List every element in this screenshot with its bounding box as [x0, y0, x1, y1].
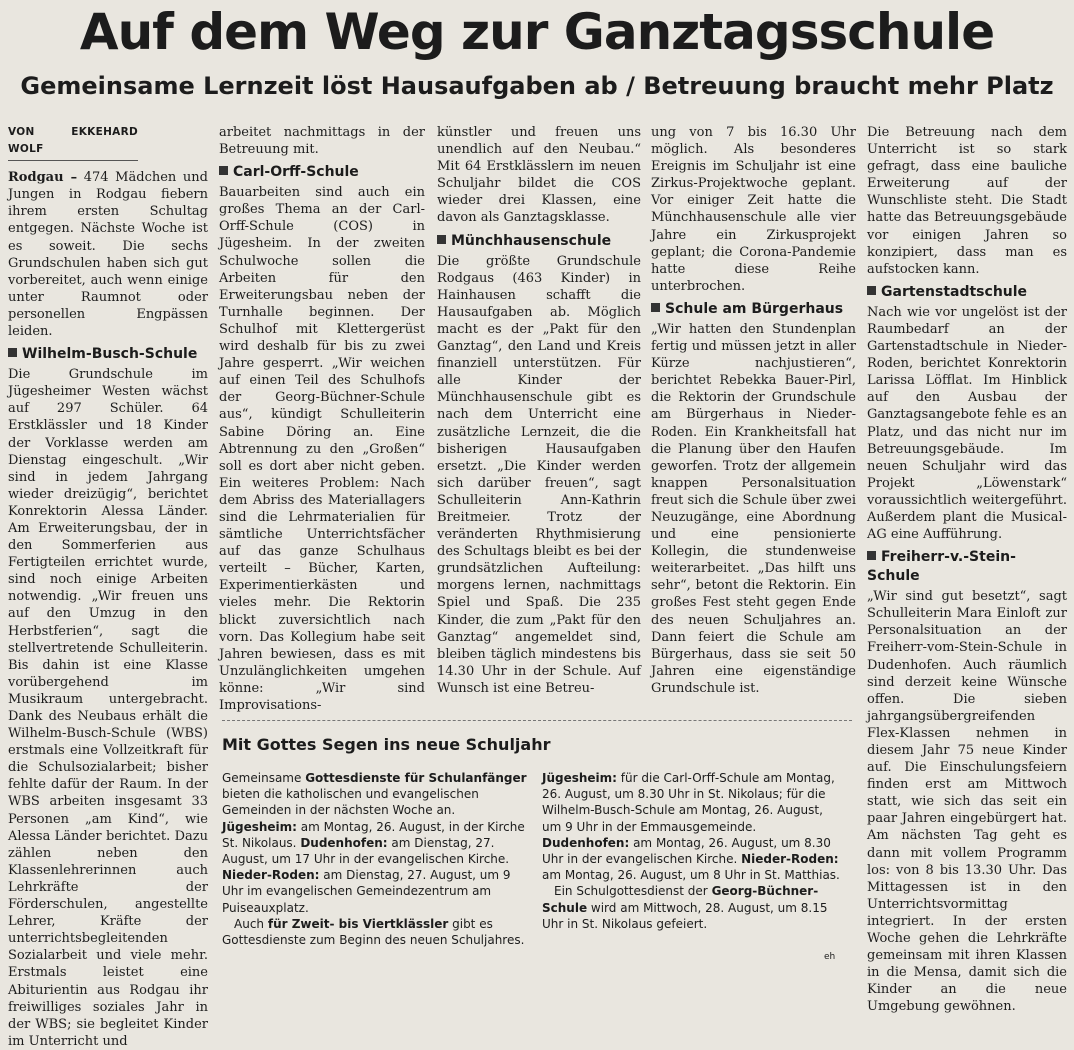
section-text-gartenstadt: Nach wie vor ungelöst ist der Raumbedarf an der Gartenstadtschule in Nieder-Roden, berichtet Konrektorin Larissa Löfflat. Im Hinblick auf den Ausbau der Ganztagsangebote fehle es an Platz, und das nicht nur im Betreuungsgebäude. Im neuen Schuljahr wird das Projekt „Löwenstark“ voraussichtlich weitergeführt. Außerdem plant die Musical-AG eine Aufführung.	[867, 304, 1067, 543]
section-title-buergerhaus: Schule am Bürgerhaus	[651, 300, 856, 319]
column-2-lead: arbeitet nachmittags in der Betreuung mit.	[219, 125, 425, 158]
box-left-paragraph-2: Auch für Zweit- bis Viertklässler gibt es Gottesdienste zum Beginn des neuen Schuljahres.	[222, 916, 525, 948]
bullet-square-icon	[8, 348, 17, 357]
column-4-lead: ung von 7 bis 16.30 Uhr möglich. Als besonderes Ereignis im Schuljahr ist eine Zirkus-Projektwoche geplant. Vor einiger Zeit hatte die Münchhausenschule alle vier Jahre ein Zirkusprojekt geplant; die Corona-Pandemie hatte diese Reihe unterbrochen.	[651, 125, 856, 294]
box-right-paragraph-3: Ein Schulgottesdienst der Georg-Büchner-Schule wird am Mittwoch, 28. August, um 8.15 Uhr in St. Nikolaus gefeiert.	[542, 884, 828, 931]
bullet-square-icon	[867, 551, 876, 560]
box-column-right	[542, 770, 842, 970]
section-text-wilhelm-busch: Die Grundschule im Jügesheimer Westen wächst auf 297 Schüler. 64 Erstklässler und 18 Kinder der Vorklasse werden am Dienstag eingeschult. „Wir sind in jedem Jahrgang wieder dreizügig“, berichtet Konrektorin Alessa Länder. Am Erweiterungsbau, der in den Sommerferien aus Fertigteilen errichtet wurde, sind noch einige Arbeiten notwendig. „Wir freuen uns auf den Umzug in den Herbstferien“, sagt die stellvertretende Schulleiterin. Bis dahin ist eine Klasse vorübergehend im Musikraum untergebracht. Dank des Neubaus erhält die Wilhelm-Busch-Schule (WBS) erstmals eine Vollzeitkraft für die Schulsozialarbeit; bisher fehlte dafür der Raum. In der WBS arbeiten insgesamt 33 Personen „am Kind“, wie Alessa Länder berichtet. Dazu zählen neben den Klassenlehrerinnen auch Lehrkräfte der Förderschulen, angestellte Lehrer, Kräfte der unterrichtsbegleitenden Sozialarbeit und viele mehr. Erstmals leistet eine Abiturientin aus Rodgau ihr freiwilliges soziales Jahr in der WBS; sie begleitet Kinder im Unterricht und	[8, 367, 208, 1049]
bullet-square-icon	[867, 286, 876, 295]
column-3	[437, 124, 641, 714]
column-5	[867, 124, 1067, 1015]
headline: Auf dem Weg zur Ganztagsschule	[79, 3, 995, 61]
intro-paragraph	[8, 169, 208, 340]
section-title-gartenstadt: Gartenstadtschule	[867, 283, 1067, 302]
box-divider	[222, 720, 852, 721]
bullet-square-icon	[437, 235, 446, 244]
box-left-paragraph-1: Gemeinsame Gottesdienste für Schulanfänger bieten die katholischen und evangelischen Gemeinden in der nächsten Woche an. Jügesheim: am Montag, 26. August, in der Kirche St. Nikolaus. Dudenhofen: am Dienstag, 27. August, um 17 Uhr in der evangelischen Kirche. Nieder-Roden: am Dienstag, 27. August, um 9 Uhr im evangelischen Gemeindezentrum am Puiseauxplatz.	[222, 771, 527, 915]
column-5-lead: Die Betreuung nach dem Unterricht ist so stark gefragt, dass eine bauliche Erweiterung auf der Wunschliste steht. Die Stadt hatte das Betreuungsgebäude vor einigen Jahren so konzipiert, dass man es aufstocken kann.	[867, 125, 1067, 277]
subheadline: Gemeinsame Lernzeit löst Hausaufgaben ab / Betreuung braucht mehr Platz	[20, 72, 1054, 100]
column-3-lead: künstler und freuen uns unendlich auf den Neubau.“ Mit 64 Erstklässlern im neuen Schuljahr bildet die COS wieder drei Klassen, eine davon als Ganztagsklasse.	[437, 125, 641, 226]
section-text-freiherr-vom-stein: „Wir sind gut besetzt“, sagt Schulleiterin Mara Einloft zur Personalsituation an der Freiherr-vom-Stein-Schule in Dudenhofen. Auch räumlich sind derzeit keine Wünsche offen. Die sieben jahrgangsübergreifenden Flex-Klassen nehmen in diesem Jahr 75 neue Kinder auf. Die Einschulungsfeiern finden erst am Mittwoch statt, wie sich das seit ein paar Jahren eingebürgert hat. Am nächsten Tag geht es dann mit vollem Programm los: von 8 bis 13.30 Uhr. Das Mittagessen ist in den Unterrichtsvormittag integriert. In der ersten Woche gehen die Lehrkräfte gemeinsam mit ihren Klassen in die Mensa, damit sich die Kinder an die neue Umgebung gewöhnen.	[867, 589, 1067, 1015]
column-4	[651, 124, 856, 714]
box-column-left	[222, 770, 527, 970]
byline: VON EKKEHARD WOLF	[8, 124, 138, 161]
intro-location: Rodgau –	[8, 170, 78, 186]
box-title: Mit Gottes Segen ins neue Schuljahr	[222, 735, 551, 754]
box-right-paragraph-2: Dudenhofen: am Montag, 26. August, um 8.30 Uhr in der evangelischen Kirche. Nieder-Roden: am Montag, 26. August, um 8 Uhr in St. Matthias.	[542, 835, 840, 883]
bullet-square-icon	[651, 303, 660, 312]
author-initials: eh	[824, 952, 836, 962]
column-1	[8, 124, 208, 1049]
section-title-wilhelm-busch: Wilhelm-Busch-Schule	[8, 345, 208, 364]
column-2	[219, 124, 425, 714]
section-title-muenchhausen: Münchhausenschule	[437, 232, 641, 251]
bullet-square-icon	[219, 166, 228, 175]
intro-text: 474 Mädchen und Jungen in Rodgau fiebern ihrem ersten Schultag entgegen. Nächste Woche ist es soweit. Die sechs Grundschulen haben sich gut vorbereitet, auch wenn einige unter Raumnot oder personellen Engpässen leiden.	[8, 170, 208, 340]
section-title-freiherr-vom-stein: Freiherr-v.-Stein-Schule	[867, 549, 1016, 585]
section-text-muenchhausen: Die größte Grundschule Rodgaus (463 Kinder) in Hainhausen schafft die Hausaufgaben ab. Möglich macht es der „Pakt für den Ganztag“, den Land und Kreis finanziell unterstützen. Für alle Kinder der Münchhausenschule gibt es nach dem Unterricht eine zusätzliche Lernzeit, die die bisherigen Hausaufgaben ersetzt. „Die Kinder werden sich darüber freuen“, sagt Schulleiterin Ann-Kathrin Breitmeier. Trotz der veränderten Rhythmisierung des Schultags bleibt es bei der grundsätzlichen Aufteilung: morgens lernen, nachmittags Spiel und Spaß. Die 235 Kinder, die zum „Pakt für den Ganztag“ angemeldet sind, bleiben täglich mindestens bis 14.30 Uhr in der Schule. Auf Wunsch ist eine Betreu-	[437, 253, 641, 696]
section-text-carl-orff: Bauarbeiten sind auch ein großes Thema an der Carl-Orff-Schule (COS) in Jügesheim. In der zweiten Schulwoche sollen die Arbeiten für den Erweiterungsbau neben der Turnhalle beginnen. Der Schulhof mit Klettergerüst wird deshalb für bis zu zwei Jahre gesperrt. „Wir weichen auf einen Teil des Schulhofs der Georg-Büchner-Schule aus“, kündigt Schulleiterin Sabine Döring an. Eine Abtrennung zu den „Großen“ soll es dort aber nicht geben. Ein weiteres Problem: Nach dem Abriss des Materiallagers sind die Lehrmaterialien für sämtliche Unterrichtsfächer auf das ganze Schulhaus verteilt – Bücher, Karten, Experimentierkästen und vieles mehr. Die Rektorin blickt zuversichtlich nach vorn. Das Kollegium habe seit Jahren bewiesen, dass es mit Unzulänglichkeiten umgehen könne: „Wir sind Improvisations-	[219, 185, 425, 713]
box-right-paragraph-1: Jügesheim: für die Carl-Orff-Schule am Montag, 26. August, um 8.30 Uhr in St. Nikolaus; für die Wilhelm-Busch-Schule am Montag, 26. August, um 9 Uhr in der Emmausgemeinde.	[542, 771, 835, 834]
section-text-buergerhaus: „Wir hatten den Stundenplan fertig und müssen jetzt in aller Kürze nachjustieren“, berichtet Rebekka Bauer-Pirl, die Rektorin der Grundschule am Bürgerhaus in Nieder-Roden. Ein Krankheitsfall hat die Planung über den Haufen geworfen. Trotz der allgemein knappen Personalsituation freut sich die Schule über zwei Neuzugänge, eine Abordnung und eine pensionierte Kollegin, die stundenweise weiterarbeitet. „Das hilft uns sehr“, betont die Rektorin. Ein großes Fest steht gegen Ende des neuen Schuljahres an. Dann feiert die Schule am Bürgerhaus, dass sie seit 50 Jahren eine eigenständige Grundschule ist.	[651, 321, 856, 696]
section-title-carl-orff: Carl-Orff-Schule	[219, 163, 425, 182]
